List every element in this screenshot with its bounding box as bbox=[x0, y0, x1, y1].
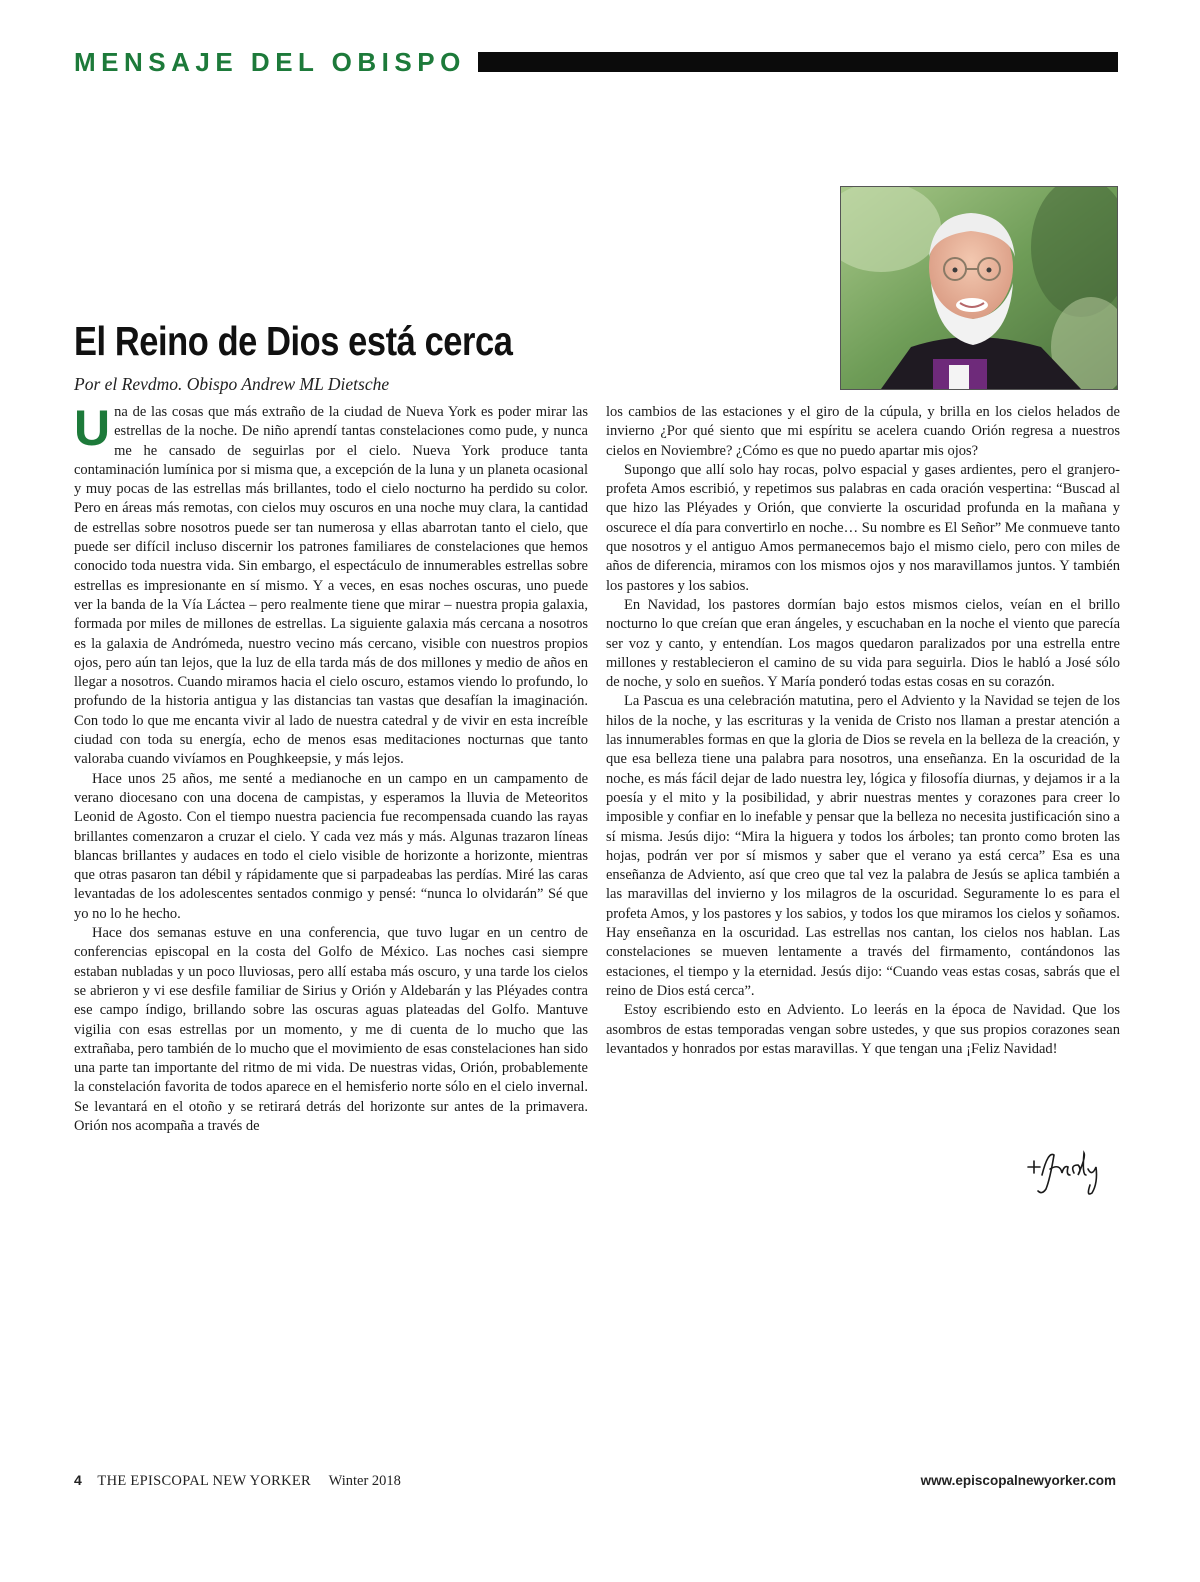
paragraph: Hace unos 25 años, me senté a medianoche en un campo en un campamento de verano diocesano con una docena de campistas, y esperamos la lluvia de Meteoritos Leonid de Agosto. Con el tiempo nuestra paciencia fue recompensada cuando las rayas brillantes comenzaron a cruzar el cielo. Y cada vez más y más. Algunas trazaron líneas blancas brillantes y audaces en todo el cielo visible de horizonte a horizonte, mientras que otras pasaron tan débil y rápidamente que si parpadeabas las perdías. Miré las caras levantadas de los adolescentes sentados conmigo y pensé: “nunca lo olvidarán” Sé que yo no lo he hecho. bbox=[74, 770, 588, 922]
issue-date: Winter 2018 bbox=[328, 1473, 401, 1489]
paragraph bbox=[74, 400, 588, 770]
byline: Por el Revdmo. Obispo Andrew ML Dietsche bbox=[74, 374, 390, 394]
header-bar bbox=[478, 52, 1118, 72]
paragraph: Supongo que allí solo hay rocas, polvo espacial y gases ardientes, pero el granjero-profeta Amos escribió, y repetimos sus palabras en cada oración vespertina: “Buscad al que hizo las Pléyades y Orión, que convierte la oscuridad profunda en la mañana y oscurece el día para convertirlo en noche… Su nombre es El Señor” Me conmueve tanto que nosotros y el antiguo Amos permanecemos bajo el mismo cielo, pero con miles de años de diferencia, miramos con los mismos ojos y nos maravillamos juntos. Y también los pastores y los sabios. bbox=[606, 461, 1120, 594]
drop-cap: U bbox=[74, 400, 111, 456]
paragraph: En Navidad, los pastores dormían bajo estos mismos cielos, veían en el brillo nocturno lo que creían que eran ángeles, y escuchaban en la noche el viento que parecía ser voz y canto, y entendían. Los magos quedaron paralizados por una estrella entre millones y restablecieron el camino de su vida para seguirla. Dios le habló a José sólo de noche, y solo en sueños. Y María ponderó todas estas cosas en su corazón. bbox=[606, 596, 1120, 691]
page-number: 4 bbox=[74, 1472, 82, 1488]
section-title: MENSAJE DEL OBISPO bbox=[74, 46, 466, 77]
publication-name: THE EPISCOPAL NEW YORKER bbox=[97, 1473, 311, 1489]
article-title: El Reino de Dios está cerca bbox=[74, 318, 513, 364]
paragraph: los cambios de las estaciones y el giro de la cúpula, y brilla en los cielos helados de invierno ¿Por qué siento que mi espíritu se acelera cuando Orión regresa a nuestros cielos en Noviembre? ¿Cómo es que no puedo apartar mis ojos? bbox=[606, 404, 1120, 459]
bishop-portrait bbox=[840, 186, 1118, 390]
article-column-right bbox=[606, 403, 1120, 1059]
website-link[interactable]: www.episcopalnewyorker.com bbox=[920, 1473, 1116, 1488]
article-column-left bbox=[74, 400, 588, 1136]
signature bbox=[1020, 1145, 1116, 1197]
footer-left bbox=[74, 1472, 401, 1490]
section-header bbox=[74, 46, 1118, 78]
paragraph: Hace dos semanas estuve en una conferencia, que tuvo lugar en un centro de conferencias episcopal en la costa del Golfo de México. Las noches casi siempre estaban nubladas y un poco lluviosas, pero allí estaba más oscuro, y una tarde los cielos se abrieron y vi ese desfile familiar de Sirius y Orión y Aldebarán y las Pléyades contra ese campo índigo, brillando sobre las oscuras aguas plateadas del Golfo. Mantuve vigilia con esas estrellas por un momento, y me di cuenta de lo mucho que las extrañaba, pero también de lo mucho que el movimiento de esas constelaciones han sido una parte tan importante del ritmo de mi vida. De nuestras vidas, Orión, probablemente la constelación favorita de todos aparece en el hemisferio norte sólo en el cielo invernal. Se levantará en el otoño y se retirará detrás del horizonte sur antes de la primavera. Orión nos acompaña a través de bbox=[74, 925, 588, 1134]
paragraph: La Pascua es una celebración matutina, pero el Adviento y la Navidad se tejen de los hilos de la noche, y las escrituras y la venida de Cristo nos llaman a prestar atención a las innumerables formas en que la gloria de Dios se revela en la belleza de la creación, y que esa belleza tiene una palabra para nosotros, una enseñanza. En la oscuridad de la noche, es más fácil dejar de lado nuestra ley, lógica y filosofía diurnas, y dejamos ir a la poesía y el mito y la posibilidad, y abrir nuestras mentes y corazones para creer lo imposible y confiar en lo inefable y pensar que la belleza no necesita justificación sino a sí misma. Jesús dijo: “Mira la higuera y todos los árboles; tan pronto como broten las hojas, podrán ver por sí mismos y saber que el verano ya está cerca” Esa es una enseñanza de Adviento, así que creo que tal vez la palabra de Jesús se aplica también a las maravillas del invierno y los milagros de la oscuridad. Seguramente lo es para el profeta Amos, y los pastores y los sabios, y todos los que miramos los cielos y soñamos. Hay enseñanza en la oscuridad. Las estrellas nos cantan, los cielos nos hablan. Las constelaciones se mueven lentamente a través del firmamento, contándonos las estaciones, el tiempo y la eternidad. Jesús dijo: “Cuando veas estas cosas, sabrás que el reino de Dios está cerca”. bbox=[606, 693, 1120, 999]
paragraph-text: na de las cosas que más extraño de la ciudad de Nueva York es poder mirar las estrellas de la noche. De niño aprendí tantas constelaciones como pude, y nunca me he cansado de seguirlas por el cielo. Nueva York produce tanta contaminación lumínica por si misma que, a excepción de la luna y un planeta ocasional y muy pocas de las estrellas más brillantes, todo el cielo nocturno ha perdido su color. Pero en áreas más remotas, con cielos muy oscuros en una noche muy clara, la cantidad de estrellas sobre nosotros puede ser tan numerosa y ellas abarrotan tanto el cielo, que puede ser difícil incluso discernir los patrones familiares de constelaciones que hemos conocido toda nuestra vida. Sin embargo, el espectáculo de innumerables estrellas sobre estrellas es impresionante en sí mismo. Y a veces, en esas noches oscuras, uno puede ver la banda de la Vía Láctea – pero realmente tiene que mirar – nuestra propia galaxia, formada por miles de millones de estrellas. La siguiente galaxia más cercana a nosotros es la galaxia de Andrómeda, nuestro vecino más cercano, visible con nuestros propios ojos, pero aún tan lejos, que la luz de ella tarda más de dos millones y medio de años en llegar a nosotros. Cuando miramos hacia el cielo oscuro, estamos viendo lo profundo, lo profundo de la historia antigua y las distancias tan vastas que desafían la imaginación. Con todo lo que me encanta vivir al lado de nuestra catedral y de vivir en esta increíble ciudad con toda su energía, echo de menos esas meditaciones nocturnas que tanto valoraba cuando vivíamos en Poughkeepsie, y más lejos. bbox=[74, 404, 588, 768]
paragraph: Estoy escribiendo esto en Adviento. Lo leerás en la época de Navidad. Que los asombros de estas temporadas vengan sobre ustedes, y que sus propios corazones sean levantados y honrados por estas maravillas. Y que tengan una ¡Feliz Navidad! bbox=[606, 1002, 1120, 1057]
